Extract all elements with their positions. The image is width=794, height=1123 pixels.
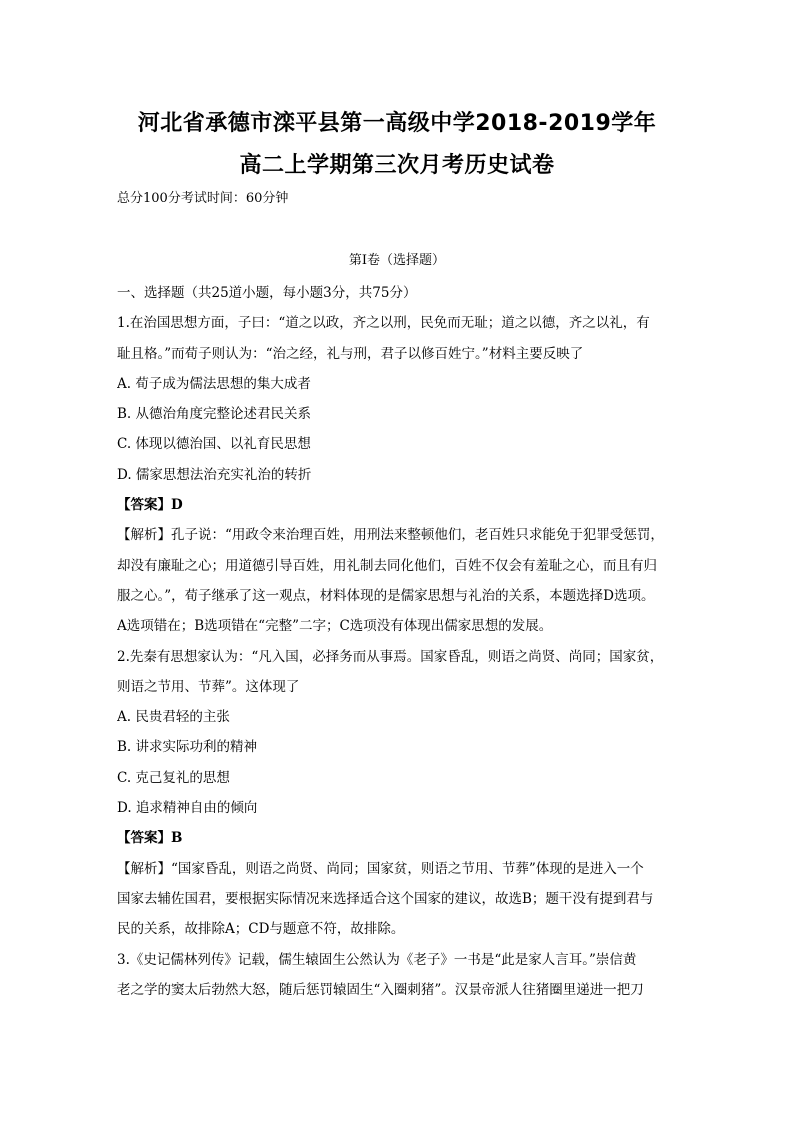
- option-line: A. 民贵君轻的主张: [117, 709, 230, 726]
- option-line: B. 讲求实际功利的精神: [117, 739, 258, 756]
- option-line: B. 从德治角度完整论述君民关系: [117, 406, 312, 423]
- analysis-line: 民的关系，故排除A；CD与题意不符，故排除。: [117, 921, 405, 938]
- option-line: A. 荀子成为儒法思想的集大成者: [117, 375, 311, 392]
- document-title-line1: 河北省承德市滦平县第一高级中学2018-2019学年: [137, 111, 657, 136]
- option-line: D. 儒家思想法治充实礼治的转折: [117, 466, 312, 483]
- body-line: 2.先秦有思想家认为：“凡入国，必择务而从事焉。国家昏乱，则语之尚贤、尚同；国家贫，: [117, 648, 664, 665]
- document-title-line2: 高二上学期第三次月考历史试卷: [239, 153, 555, 178]
- analysis-line: 却没有廉耻之心；用道德引导百姓，用礼制去同化他们，百姓不仅会有羞耻之心，而且有归: [117, 557, 657, 574]
- section-title: 第Ⅰ卷（选择题）: [348, 253, 446, 268]
- option-line: D. 追求精神自由的倾向: [117, 800, 258, 817]
- part-heading: 一、选择题（共25道小题，每小题3分，共75分）: [117, 285, 417, 301]
- body-line: 则语之节用、节葬”。这体现了: [117, 678, 300, 695]
- analysis-line: 【解析】“国家昏乱，则语之尚贤、尚同；国家贫，则语之节用、节葬”体现的是进入一个: [117, 860, 644, 877]
- answer-line: 【答案】B: [117, 830, 183, 847]
- document-body: [117, 278, 677, 1005]
- option-line: C. 克己复礼的思想: [117, 769, 230, 786]
- exam-meta: 总分100分考试时间：60分钟: [117, 191, 289, 206]
- body-line: 老之学的窦太后勃然大怒，随后惩罚辕固生“入圈刺猪”。汉景帝派人往猪圈里递进一把刀: [117, 981, 644, 998]
- option-line: C. 体现以德治国、以礼育民思想: [117, 436, 311, 453]
- analysis-line: 服之心。”，荀子继承了这一观点，材料体现的是儒家思想与礼治的关系，本题选择D选项。: [117, 587, 655, 604]
- body-line: 耻且格。”而荀子则认为：“治之经，礼与刑，君子以修百姓宁。”材料主要反映了: [117, 345, 584, 362]
- body-line: 1.在治国思想方面，子曰：“道之以政，齐之以刑，民免而无耻；道之以德，齐之以礼，有: [117, 315, 650, 332]
- analysis-line: A选项错在；B选项错在“完整”二字；C选项没有体现出儒家思想的发展。: [117, 618, 553, 635]
- analysis-line: 【解析】孔子说：“用政令来治理百姓，用刑法来整顿他们，老百姓只求能免于犯罪受惩罚，: [117, 527, 664, 544]
- answer-line: 【答案】D: [117, 497, 183, 514]
- analysis-line: 国家去辅佐国君，要根据实际情况来选择适合这个国家的建议，故选B；题干没有提到君与: [117, 890, 654, 907]
- body-line: 3.《史记儒林列传》记载，儒生辕固生公然认为《老子》一书是“此是家人言耳。”崇信黄: [117, 951, 637, 968]
